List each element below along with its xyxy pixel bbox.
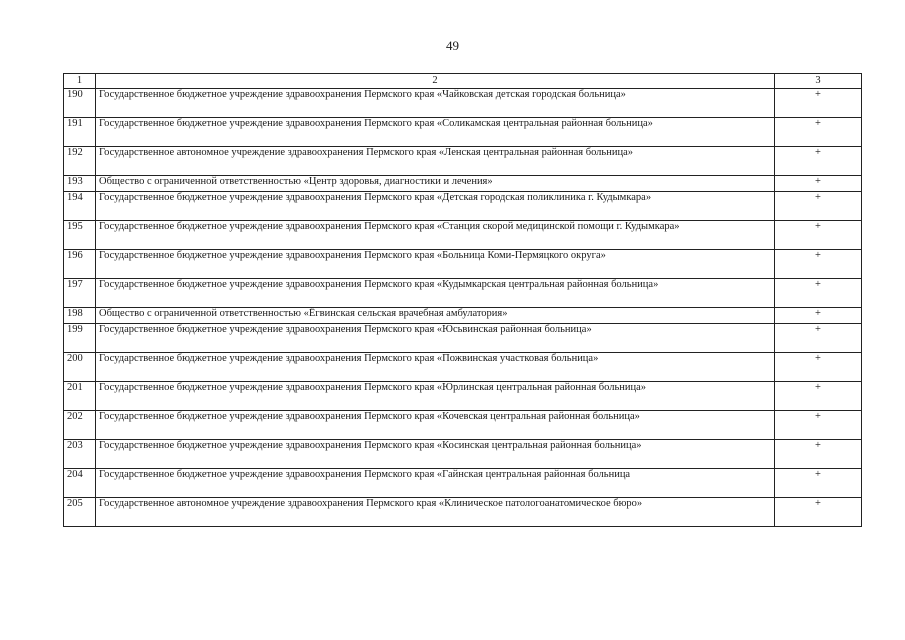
- row-number: 195: [64, 221, 96, 250]
- table-row: [64, 176, 862, 192]
- organization-name-cell: [96, 308, 775, 324]
- table-row: [64, 308, 862, 324]
- table-row: [64, 469, 862, 498]
- row-number: 193: [64, 176, 96, 192]
- participation-mark: +: [775, 353, 862, 382]
- row-number: 200: [64, 353, 96, 382]
- organization-name-cell: [96, 469, 775, 498]
- row-number: 205: [64, 498, 96, 527]
- column-header-1: 1: [64, 74, 96, 89]
- organizations-table: [63, 73, 862, 527]
- row-number: 196: [64, 250, 96, 279]
- participation-mark: +: [775, 118, 862, 147]
- organization-name-cell: [96, 440, 775, 469]
- row-number: 190: [64, 89, 96, 118]
- organization-name: Государственное бюджетное учреждение здравоохранения Пермского края «Гайнская центральная районная больница: [99, 469, 631, 480]
- row-number: 199: [64, 324, 96, 353]
- table-row: [64, 250, 862, 279]
- organization-name-cell: [96, 89, 775, 118]
- participation-mark: +: [775, 498, 862, 527]
- participation-mark: +: [775, 324, 862, 353]
- table-row: [64, 498, 862, 527]
- participation-mark: +: [775, 221, 862, 250]
- participation-mark: +: [775, 440, 862, 469]
- organization-name: Государственное бюджетное учреждение здравоохранения Пермского края «Юсьвинская районная больница»: [99, 324, 592, 335]
- table-row: [64, 192, 862, 221]
- organization-name: Государственное бюджетное учреждение здравоохранения Пермского края «Детская городская поликлиника г. Кудымкара»: [99, 192, 652, 203]
- table-row: [64, 440, 862, 469]
- organization-name-cell: [96, 353, 775, 382]
- row-number: 198: [64, 308, 96, 324]
- column-header-3: 3: [775, 74, 862, 89]
- organization-name: Государственное автономное учреждение здравоохранения Пермского края «Ленская центральная районная больница»: [99, 147, 633, 158]
- table-row: [64, 221, 862, 250]
- organization-name-cell: [96, 221, 775, 250]
- table-row: [64, 324, 862, 353]
- table-row: [64, 382, 862, 411]
- page-number: 49: [446, 38, 459, 53]
- organization-name: Государственное бюджетное учреждение здравоохранения Пермского края «Кочевская центральная районная больница»: [99, 411, 640, 422]
- organization-name: Общество с ограниченной ответственностью «Центр здоровья, диагностики и лечения»: [99, 176, 493, 187]
- organization-name-cell: [96, 382, 775, 411]
- participation-mark: +: [775, 176, 862, 192]
- organization-name: Государственное бюджетное учреждение здравоохранения Пермского края «Станция скорой медицинской помощи г. Кудымкара»: [99, 221, 680, 232]
- participation-mark: +: [775, 89, 862, 118]
- participation-mark: +: [775, 279, 862, 308]
- participation-mark: +: [775, 469, 862, 498]
- row-number: 197: [64, 279, 96, 308]
- row-number: 204: [64, 469, 96, 498]
- organization-name: Государственное бюджетное учреждение здравоохранения Пермского края «Чайковская детская городская больница»: [99, 89, 626, 100]
- organization-name: Общество с ограниченной ответственностью «Ёгвинская сельская врачебная амбулатория»: [99, 308, 508, 319]
- row-number: 192: [64, 147, 96, 176]
- organization-name-cell: [96, 176, 775, 192]
- table-row: [64, 279, 862, 308]
- table-body: [64, 89, 862, 527]
- organization-name-cell: [96, 147, 775, 176]
- organization-name-cell: [96, 324, 775, 353]
- participation-mark: +: [775, 411, 862, 440]
- column-header-2: 2: [96, 74, 775, 89]
- row-number: 202: [64, 411, 96, 440]
- table-row: [64, 89, 862, 118]
- participation-mark: +: [775, 192, 862, 221]
- organization-name-cell: [96, 192, 775, 221]
- row-number: 194: [64, 192, 96, 221]
- organization-name: Государственное бюджетное учреждение здравоохранения Пермского края «Соликамская центральная районная больница»: [99, 118, 653, 129]
- organization-name: Государственное бюджетное учреждение здравоохранения Пермского края «Кудымкарская центральная районная больница»: [99, 279, 659, 290]
- organization-name-cell: [96, 498, 775, 527]
- organization-name: Государственное бюджетное учреждение здравоохранения Пермского края «Больница Коми-Пермяцкого округа»: [99, 250, 606, 261]
- participation-mark: +: [775, 250, 862, 279]
- organization-name-cell: [96, 250, 775, 279]
- row-number: 203: [64, 440, 96, 469]
- row-number: 191: [64, 118, 96, 147]
- organization-name: Государственное бюджетное учреждение здравоохранения Пермского края «Юрлинская центральная районная больница»: [99, 382, 647, 393]
- participation-mark: +: [775, 147, 862, 176]
- organization-name: Государственное бюджетное учреждение здравоохранения Пермского края «Косинская центральная районная больница»: [99, 440, 642, 451]
- organization-name: Государственное автономное учреждение здравоохранения Пермского края «Клиническое патологоанатомическое бюро»: [99, 498, 643, 509]
- organization-name: Государственное бюджетное учреждение здравоохранения Пермского края «Пожвинская участковая больница»: [99, 353, 599, 364]
- table-row: [64, 411, 862, 440]
- table-row: [64, 118, 862, 147]
- organization-name-cell: [96, 279, 775, 308]
- row-number: 201: [64, 382, 96, 411]
- table-row: [64, 353, 862, 382]
- participation-mark: +: [775, 308, 862, 324]
- participation-mark: +: [775, 382, 862, 411]
- table-header-row: [64, 74, 862, 89]
- organization-name-cell: [96, 411, 775, 440]
- table-row: [64, 147, 862, 176]
- organization-name-cell: [96, 118, 775, 147]
